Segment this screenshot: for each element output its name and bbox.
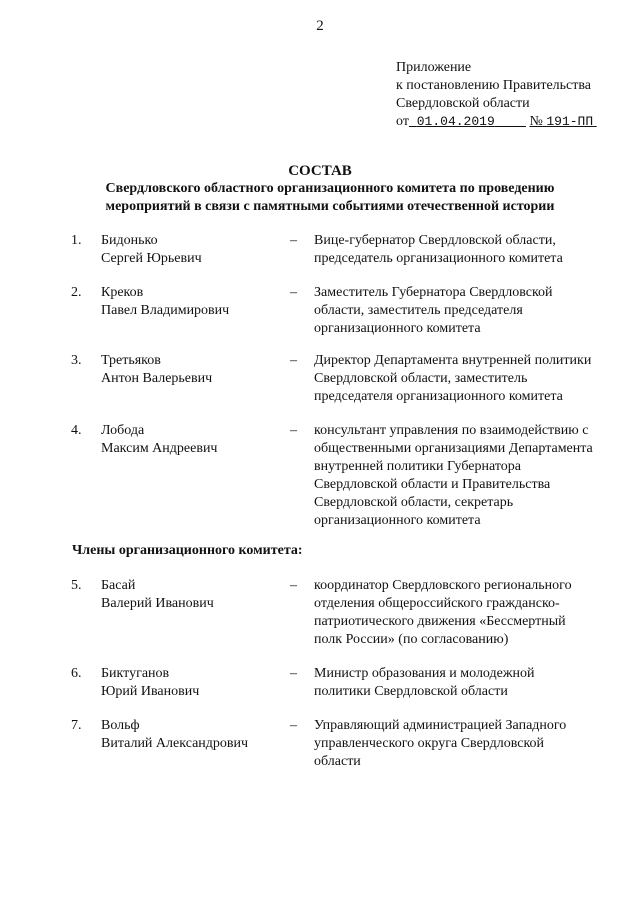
entry-position-line: общественными организациями Департамента (314, 441, 593, 456)
entry-position-line: организационного комитета (314, 321, 481, 336)
entry-given-names: Валерий Иванович (101, 596, 214, 611)
entry-position (314, 577, 624, 649)
entry-position-line: организационного комитета (314, 513, 481, 528)
entry-name (101, 352, 281, 388)
page-number: 2 (316, 18, 324, 34)
entry-number: 7. (71, 718, 82, 733)
entry-name (101, 232, 281, 268)
appendix-block (396, 59, 597, 131)
entry-dash: – (290, 285, 297, 300)
entry-dash: – (290, 423, 297, 438)
entry-position-line: председателя организационного комитета (314, 389, 563, 404)
entry-given-names: Юрий Иванович (101, 684, 200, 699)
entry-number: 6. (71, 666, 82, 681)
subtitle-line-1: Свердловского областного организационного комитета по проведению (105, 181, 555, 196)
entry-position-line: Министр образования и молодежной (314, 666, 535, 681)
entry-position-line: Свердловской области, заместитель (314, 371, 528, 386)
appendix-line-1: Приложение (396, 60, 472, 75)
entry-name (101, 717, 281, 753)
members-heading: Члены организационного комитета: (72, 543, 303, 558)
entry-surname: Басай (101, 578, 136, 593)
resolution-date: 01.04.2019 (416, 114, 495, 129)
entry-given-names: Сергей Юрьевич (101, 251, 202, 266)
entry-position-line: управленческого округа Свердловской (314, 736, 545, 751)
entry-number: 4. (71, 423, 82, 438)
appendix-line-2: к постановлению Правительства (396, 78, 592, 93)
entry-surname: Биктуганов (101, 666, 170, 681)
document-title: СОСТАВ (288, 163, 352, 179)
entry-position (314, 665, 624, 701)
appendix-line-3: Свердловской области (396, 96, 530, 111)
entry-surname: Креков (101, 285, 144, 300)
entry-position-line: области (314, 754, 361, 769)
entry-position (314, 717, 624, 771)
entry-position-line: отделения общероссийского гражданско- (314, 596, 560, 611)
entry-given-names: Виталий Александрович (101, 736, 249, 751)
entry-number: 3. (71, 353, 82, 368)
document-subtitle (60, 180, 600, 216)
entry-position (314, 284, 624, 338)
entry-position-line: Вице-губернатор Свердловской области, (314, 233, 556, 248)
entry-dash: – (290, 718, 297, 733)
entry-position-line: Свердловской области, секретарь (314, 495, 514, 510)
entry-name (101, 422, 281, 458)
entry-position-line: области, заместитель председателя (314, 303, 523, 318)
entry-surname: Бидонько (101, 233, 158, 248)
number-label: № (529, 114, 543, 129)
entry-name (101, 284, 281, 320)
entry-surname: Вольф (101, 718, 140, 733)
entry-dash: – (290, 233, 297, 248)
entry-given-names: Максим Андреевич (101, 441, 218, 456)
entry-position-line: Директор Департамента внутренней политики (314, 353, 592, 368)
entry-position-line: политики Свердловской области (314, 684, 508, 699)
number-label-wrap (529, 114, 596, 129)
entry-position-line: Управляющий администрацией Западного (314, 718, 567, 733)
entry-position-line: полк России» (по согласованию) (314, 632, 509, 647)
entry-position-line: консультант управления по взаимодействию с (314, 423, 589, 438)
entry-number: 1. (71, 233, 82, 248)
resolution-number: 191-ПП (546, 114, 594, 129)
entry-position (314, 232, 624, 268)
entry-name (101, 577, 281, 613)
entry-number: 5. (71, 578, 82, 593)
entry-surname: Лобода (101, 423, 145, 438)
entry-surname: Третьяков (101, 353, 161, 368)
entry-given-names: Антон Валерьевич (101, 371, 213, 386)
entry-position (314, 352, 624, 406)
appendix-date-line (396, 113, 597, 131)
from-label: от (396, 114, 409, 129)
entry-number: 2. (71, 285, 82, 300)
entry-name (101, 665, 281, 701)
entry-position (314, 422, 624, 530)
entry-dash: – (290, 666, 297, 681)
entry-position-line: Заместитель Губернатора Свердловской (314, 285, 553, 300)
entry-position-line: патриотического движения «Бессмертный (314, 614, 566, 629)
entry-dash: – (290, 578, 297, 593)
entry-position-line: председатель организационного комитета (314, 251, 563, 266)
entry-dash: – (290, 353, 297, 368)
entry-position-line: координатор Свердловского регионального (314, 578, 572, 593)
entry-position-line: внутренней политики Губернатора (314, 459, 522, 474)
subtitle-line-2: мероприятий в связи с памятными событиями отечественной истории (105, 199, 555, 214)
entry-given-names: Павел Владимирович (101, 303, 230, 318)
entry-position-line: Свердловской области и Правительства (314, 477, 551, 492)
